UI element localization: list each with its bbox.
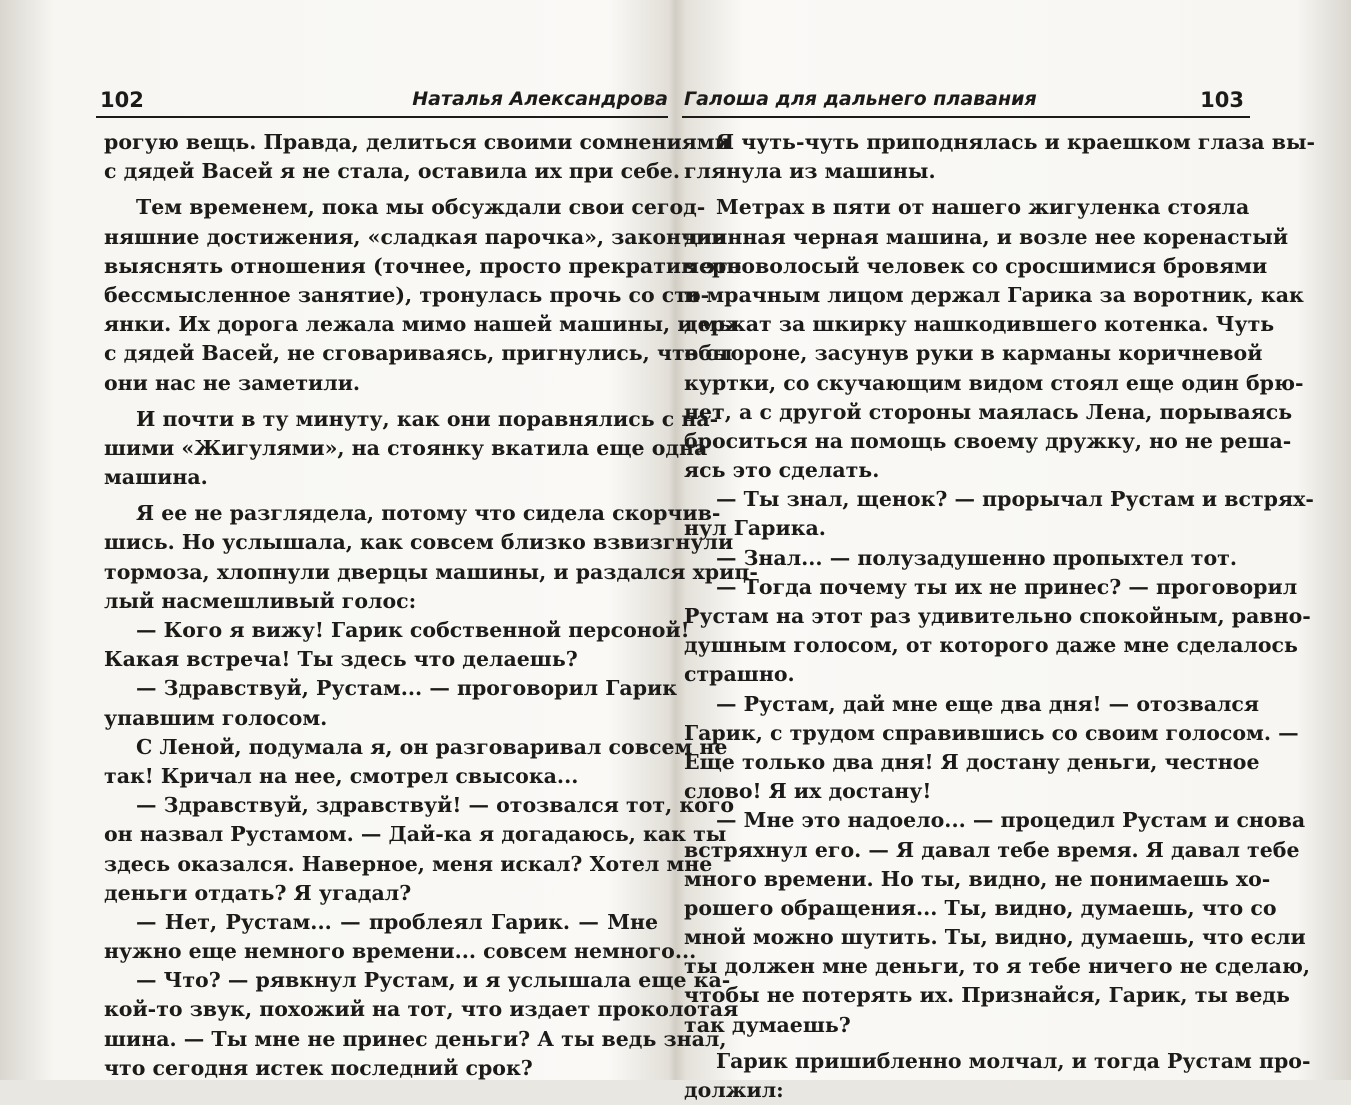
text-line: машина. (104, 465, 208, 490)
text-line: броситься на помощь своему дружку, но не реша- (684, 428, 1292, 453)
text-line: рошего обращения... Ты, видно, думаешь, что со (684, 895, 1277, 920)
text-line: Рустам на этот раз удивительно спокойным, равно- (684, 604, 1311, 628)
text-line: — Ты знал, щенок? — прорычал Рустам и встрях- (716, 487, 1314, 512)
left-page-header (96, 82, 668, 118)
text-line: глянула из машины. (684, 159, 936, 184)
text-line: — Здравствуй, здравствуй! — отозвался тот, кого (136, 793, 735, 818)
running-head: Наталья Александрова (412, 88, 668, 110)
text-line: чтобы не потерять их. Признайся, Гарик, ты ведь (684, 983, 1290, 1008)
text-line: шими «Жигулями», на стоянку вкатила еще одна (104, 435, 708, 460)
text-line: он назвал Рустамом. — Дай-ка я догадаюсь, как ты (104, 822, 727, 847)
text-line: и мрачным лицом держал Гарика за воротник, как (684, 282, 1304, 307)
text-line: С Леной, подумала я, он разговаривал совсем не (136, 734, 728, 759)
text-line: — Тогда почему ты их не принес? — проговорил (716, 574, 1298, 599)
text-line: бессмысленное занятие), тронулась прочь со сто- (104, 282, 710, 307)
text-line: с дядей Васей, не сговариваясь, пригнулись, чтобы (104, 341, 733, 366)
text-line: упавшим голосом. (104, 705, 328, 730)
text-line: Какая встреча! Ты здесь что делаешь? (104, 647, 578, 672)
running-head: Галоша для дальнего плавания (684, 88, 1037, 110)
right-page-header (682, 82, 1250, 118)
text-line: Еще только два дня! Я достану деньги, честное (684, 749, 1260, 774)
page-number: 103 (1200, 88, 1244, 112)
text-line: мной можно шутить. Ты, видно, думаешь, что если (684, 925, 1306, 950)
text-line: так! Кричал на нее, смотрел свысока... (104, 763, 579, 788)
text-line: янки. Их дорога лежала мимо нашей машины, и мы (104, 312, 739, 337)
right-page (676, 0, 1351, 1102)
text-line: Тем временем, пока мы обсуждали свои сегод- (136, 195, 706, 220)
text-line: Я ее не разглядела, потому что сидела скорчив- (136, 501, 721, 526)
text-line: рогую вещь. Правда, делиться своими сомнениями (104, 130, 730, 154)
text-line: душным голосом, от которого даже мне сделалось (684, 633, 1298, 658)
text-line: черноволосый человек со сросшимися бровями (684, 253, 1268, 278)
text-line: — Рустам, дай мне еще два дня! — отозвался (716, 691, 1260, 716)
text-line: ясь это сделать. (684, 458, 880, 483)
text-line: с дядей Васей я не стала, оставила их при себе. (104, 159, 680, 184)
text-line: слово! Я их достану! (684, 779, 932, 804)
text-line: — Нет, Рустам... — проблеял Гарик. — Мне (136, 909, 658, 934)
text-line: нужно еще немного времени... совсем немного... (104, 939, 697, 964)
text-line: лый насмешливый голос: (104, 588, 417, 613)
text-line: кой-то звук, похожий на тот, что издает проколотая (104, 997, 739, 1022)
text-line: тормоза, хлопнули дверцы машины, и раздался хрип- (104, 559, 758, 584)
text-line: — Мне это надоело... — процедил Рустам и снова (716, 808, 1306, 833)
text-line: — Знал... — полузадушенно пропыхтел тот. (716, 545, 1237, 570)
text-line: они нас не заметили. (104, 370, 361, 395)
text-line: нул Гарика. (684, 516, 826, 541)
text-line: много времени. Но ты, видно, не понимаешь хо- (684, 866, 1271, 891)
text-line: няшние достижения, «сладкая парочка», закончив (104, 224, 726, 249)
text-line: встряхнул его. — Я давал тебе время. Я давал тебе (684, 837, 1300, 862)
text-line: — Кого я вижу! Гарик собственной персоной! (136, 618, 690, 642)
text-line: страшно. (684, 662, 795, 687)
text-line: шина. — Ты мне не принес деньги? А ты ведь знал, (104, 1026, 727, 1051)
text-line: ты должен мне деньги, то я тебе ничего не сделаю, (684, 954, 1311, 979)
text-line: — Что? — рявкнул Рустам, и я услышала еще ка- (136, 968, 731, 993)
text-line: Метрах в пяти от нашего жигуленка стояла (716, 195, 1250, 220)
text-line: Гарик пришибленно молчал, и тогда Рустам про- (716, 1048, 1311, 1073)
text-line: в стороне, засунув руки в карманы коричневой (684, 341, 1263, 366)
text-line: длинная черная машина, и возле нее коренастый (684, 224, 1289, 249)
text-line: выяснять отношения (точнее, просто прекратив это (104, 253, 742, 278)
text-line: так думаешь? (684, 1012, 851, 1037)
text-line: И почти в ту минуту, как они поравнялись с на- (136, 406, 719, 431)
right-page-text (684, 128, 1316, 1105)
page-number: 102 (100, 88, 144, 112)
text-line: держат за шкирку нашкодившего котенка. Чуть (684, 312, 1275, 337)
text-line: что сегодня истек последний срок? (104, 1055, 533, 1080)
text-line: Я чуть-чуть приподнялась и краешком глаза вы- (716, 130, 1316, 154)
text-line: — Здравствуй, Рустам... — проговорил Гарик (136, 676, 678, 701)
text-line: Гарик, с трудом справившись со своим голосом. — (684, 720, 1299, 745)
text-line: нет, а с другой стороны маялась Лена, порываясь (684, 399, 1293, 424)
text-line: куртки, со скучающим видом стоял еще один брю- (684, 370, 1304, 395)
text-line: шись. Но услышала, как совсем близко взвизгнули (104, 530, 734, 555)
text-line: здесь оказался. Наверное, меня искал? Хотел мне (104, 851, 713, 876)
text-line: должил: (684, 1078, 784, 1102)
text-line: деньги отдать? Я угадал? (104, 880, 412, 905)
